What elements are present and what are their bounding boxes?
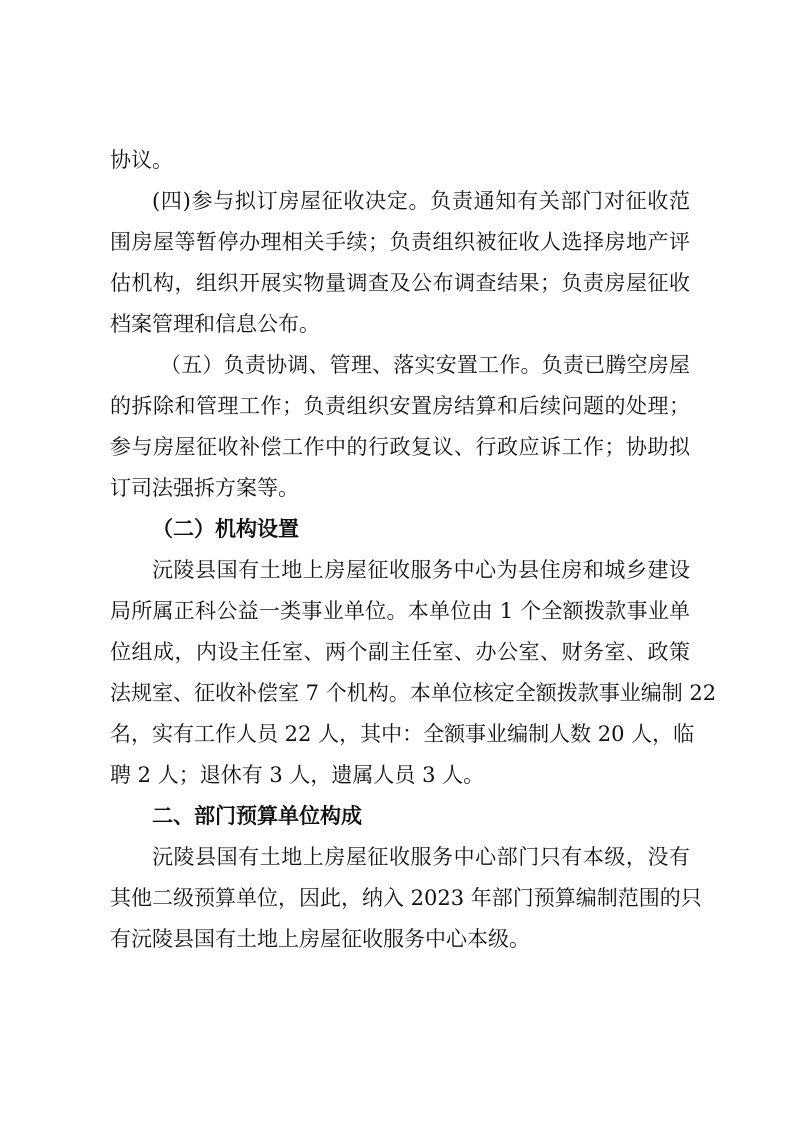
paragraph-line: 围房屋等暂停办理相关手续；负责组织被征收人选择房地产评 <box>110 230 690 254</box>
paragraph-line: 法规室、征收补偿室 7 个机构。本单位核定全额拨款事业编制 22 <box>110 681 717 705</box>
paragraph-line: (四)参与拟订房屋征收决定。负责通知有关部门对征收范 <box>152 189 690 213</box>
paragraph-line: 协议。 <box>110 148 173 172</box>
paragraph-line: 沅陵县国有土地上房屋征收服务中心为县住房和城乡建设 <box>152 558 690 582</box>
paragraph-line: 位组成，内设主任室、两个副主任室、办公室、财务室、政策 <box>110 640 690 664</box>
paragraph-line: 档案管理和信息公布。 <box>110 312 320 336</box>
paragraph-line: 估机构，组织开展实物量调查及公布调查结果；负责房屋征收 <box>110 271 690 295</box>
section-heading-budget-units: 二、部门预算单位构成 <box>152 804 362 828</box>
paragraph-line: 名，实有工作人员 22 人，其中：全额事业编制人数 20 人，临 <box>110 722 695 746</box>
paragraph-line: （五）负责协调、管理、落实安置工作。负责已腾空房屋 <box>160 353 690 377</box>
document-body <box>110 140 717 960</box>
paragraph-line: 参与房屋征收补偿工作中的行政复议、行政应诉工作；协助拟 <box>110 435 690 459</box>
paragraph-line: 有沅陵县国有土地上房屋征收服务中心本级。 <box>110 927 530 951</box>
section-heading-institution: （二）机构设置 <box>152 517 299 541</box>
paragraph-line: 的拆除和管理工作；负责组织安置房结算和后续问题的处理； <box>110 394 690 418</box>
paragraph-line: 沅陵县国有土地上房屋征收服务中心部门只有本级，没有 <box>152 845 690 869</box>
paragraph-line: 订司法强拆方案等。 <box>110 476 299 500</box>
paragraph-line: 聘 2 人；退休有 3 人，遗属人员 3 人。 <box>110 763 485 787</box>
paragraph-line: 其他二级预算单位，因此，纳入 2023 年部门预算编制范围的只 <box>110 886 702 910</box>
paragraph-line: 局所属正科公益一类事业单位。本单位由 1 个全额拨款事业单 <box>110 599 690 623</box>
